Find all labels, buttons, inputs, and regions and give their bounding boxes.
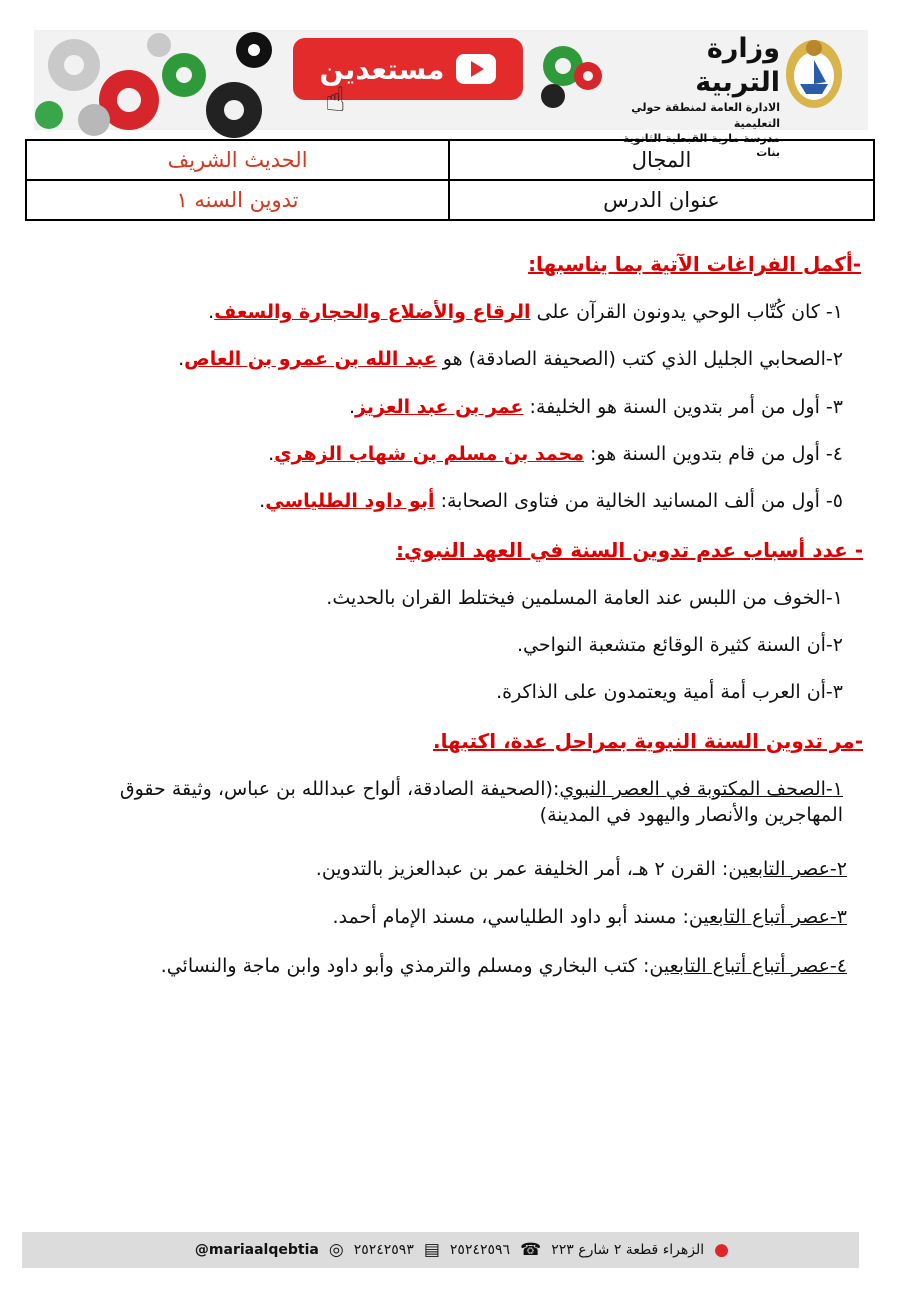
school-name: مدرسة مارية القبطية الثانوية بنات	[622, 132, 780, 159]
stage-text: : مسند أبو داود الطلياسي، مسند الإمام أحمد.	[332, 906, 689, 928]
stage-label: ١-الصحف المكتوبة في العصر النبوي	[559, 778, 843, 800]
ready-button-label: مستعدين	[319, 52, 445, 86]
section3-heading: -مر تدوين السنة النبوية بمراحل عدة، اكتبها.	[432, 729, 863, 753]
section2-heading: - عدد أسباب عدم تدوين السنة في العهد النبوي:	[396, 538, 863, 562]
table-row	[26, 140, 874, 180]
list-item	[20, 299, 843, 325]
punctuation: .	[208, 301, 215, 323]
punctuation: .	[349, 396, 356, 418]
answer: محمد بن مسلم بن شهاب الزهري	[274, 443, 585, 465]
stage-label: ٢-عصر التابعين	[728, 858, 847, 880]
lesson-info-table	[25, 139, 875, 221]
question-text: ١- كان كُتّاب الوحي يدونون القرآن على	[530, 301, 843, 323]
footer-bar	[22, 1232, 859, 1268]
list-item	[20, 394, 843, 420]
stage-text: :(الصحيفة الصادقة، ألواح عبدالله بن عباس، وثيقة حقوق المهاجرين والأنصار واليهود في المدينة)	[119, 778, 843, 826]
gears-decoration	[34, 30, 284, 130]
lesson-title-label: عنوان الدرس	[449, 180, 874, 220]
stage-text: : القرن ٢ هـ، أمر الخليفة عمر بن عبدالعزيز بالتدوين.	[315, 858, 729, 880]
footer-address: الزهراء قطعة ٢ شارع ٢٢٣	[551, 1242, 705, 1258]
list-item	[24, 856, 847, 882]
pointer-hand-icon: ☝	[325, 80, 346, 120]
list-item	[20, 441, 843, 467]
fax-icon: ▤	[423, 1240, 440, 1260]
table-row	[26, 180, 874, 220]
field-value: الحديث الشريف	[26, 140, 449, 180]
question-text: ٥- أول من ألف المسانيد الخالية من فتاوى الصحابة:	[434, 490, 843, 512]
punctuation: .	[268, 443, 275, 465]
footer-instagram[interactable]: @mariaalqebtia	[194, 1242, 319, 1258]
school-logo	[533, 36, 613, 116]
kuwait-emblem	[782, 34, 846, 112]
punctuation: .	[259, 490, 266, 512]
stage-label: ٤-عصر أتباع أتباع التابعين	[649, 955, 847, 977]
lesson-title-value: تدوين السنه ١	[26, 180, 449, 220]
district-name: الادارة العامة لمنطقة حولي التعليمية	[631, 101, 780, 130]
list-item	[40, 776, 863, 828]
phone-icon: ☎	[520, 1240, 542, 1260]
stage-text: : كتب البخاري ومسلم والترمذي وأبو داود وابن ماجة والنسائي.	[160, 955, 650, 977]
header-banner	[34, 30, 868, 159]
section1-heading: -أكمل الفراغات الآتية بما يناسبها:	[528, 252, 861, 276]
list-item	[24, 904, 847, 930]
list-item	[20, 346, 843, 372]
list-item	[40, 953, 863, 979]
question-text: ٢-الصحابي الجليل الذي كتب (الصحيفة الصادقة) هو	[436, 348, 843, 370]
question-text: ٤- أول من قام بتدوين السنة هو:	[584, 443, 843, 465]
answer: عبد الله بن عمرو بن العاص	[184, 348, 437, 370]
list-item: ٣-أن العرب أمة أمية ويعتمدون على الذاكرة.	[496, 681, 843, 703]
stage-label: ٣-عصر أتباع التابعين	[688, 906, 847, 928]
answer: أبو داود الطلياسي	[265, 490, 435, 512]
footer-fax: ٢٥٢٤٢٥٩٣	[353, 1242, 414, 1258]
list-item	[20, 488, 843, 514]
footer-phone: ٢٥٢٤٢٥٩٦	[449, 1242, 511, 1258]
answer: عمر بن عبد العزيز	[355, 396, 524, 418]
punctuation: .	[178, 348, 185, 370]
answer: الرقاع والأضلاع والحجارة والسعف	[214, 301, 531, 323]
location-pin-icon: ●	[714, 1240, 729, 1260]
play-icon	[456, 54, 496, 84]
list-item: ٢-أن السنة كثيرة الوقائع متشعبة النواحي.	[516, 634, 843, 656]
field-label: المجال	[449, 140, 874, 180]
question-text: ٣- أول من أمر بتدوين السنة هو الخليفة:	[523, 396, 843, 418]
instagram-icon: ◎	[328, 1240, 344, 1260]
list-item: ١-الخوف من اللبس عند العامة المسلمين فيختلط القران بالحديث.	[326, 587, 843, 609]
ministry-name: وزارة التربية	[695, 33, 780, 98]
